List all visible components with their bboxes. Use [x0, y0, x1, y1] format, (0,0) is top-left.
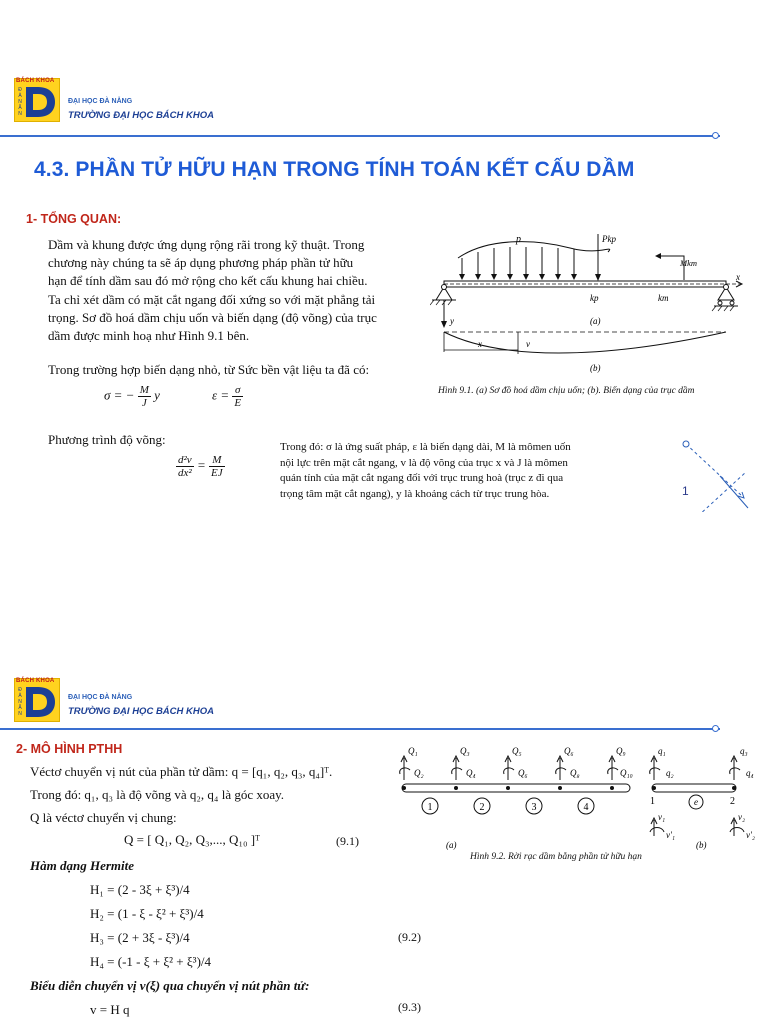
label-Pkp: Pkp [602, 234, 616, 244]
small-strain-line: Trong trường hợp biến dạng nhỏ, từ Sức bền vật liệu ta đã có: [48, 362, 370, 377]
label-Q4: Q₄ [466, 768, 476, 778]
label-Q2: Q₂ [414, 768, 424, 778]
hermite-H4: H₄ = (-1 - ξ + ξ² + ξ³)/4 [90, 954, 212, 969]
v-equals-Hq: v = H q [90, 1002, 130, 1017]
decorative-number: 1 [682, 484, 689, 498]
global-vector-line: Q là véctơ chuyển vị chung: [30, 810, 177, 825]
single-element [652, 784, 736, 792]
university-name: TRƯỜNG ĐẠI HỌC BÁCH KHOA [68, 110, 214, 121]
label-y: y [450, 316, 454, 326]
logo-letters: Đ À N Ẵ N [18, 87, 22, 117]
label-v: v [526, 339, 530, 349]
distributed-load-curve [458, 242, 610, 258]
label-q2: q₂ [666, 768, 674, 778]
paragraph-line: trọng. Sơ đồ hoá dầm chịu uốn và biến dạng (độ võng) của trục [48, 309, 377, 325]
element-2-label: 2 [479, 802, 485, 813]
label-q3: q₃ [740, 746, 748, 756]
logo-word: BÁCH KHOA [16, 678, 55, 684]
element-1-label: 1 [427, 802, 433, 813]
section-title-overview: 1- TỔNG QUAN: [26, 212, 122, 226]
logo-word: BÁCH KHOA [16, 78, 55, 84]
figure-9-1-caption: Hình 9.1. (a) Sơ đồ hoá dầm chịu uốn; (b). Biến dạng của trục dầm [438, 386, 695, 396]
slide-title: 4.3. PHẦN TỬ HỮU HẠN TRONG TÍNH TOÁN KẾT CẤU DẦM [34, 158, 635, 181]
distributed-load-arrows [462, 247, 574, 278]
paragraph-line: chương này chúng ta sẽ áp dụng phương pháp phần tử hữu [48, 255, 354, 271]
note-line: nội lực trên mặt cắt ngang, v là độ võng của trục x và J là mômen [280, 456, 568, 469]
header-divider [0, 135, 720, 137]
element-circles [422, 798, 594, 814]
header-divider [0, 728, 720, 730]
displacement-vector-line: Véctơ chuyển vị nút của phần tử dầm: q = [q₁, q₂, q₃, q₄]ᵀ. [30, 764, 333, 779]
element-3-label: 3 [531, 802, 537, 813]
note-line: quán tính của mặt cắt ngang đối với trục trung hoà (trục z đi qua [280, 472, 564, 484]
paragraph-line: Ta chỉ xét dầm có mặt cắt ngang đối xứng so với mặt phẳng tải [48, 291, 376, 307]
paragraph-line: Dầm và khung được ứng dụng rộng rãi trong kỹ thuật. Trong [48, 237, 365, 252]
figure-9-2-discretization [396, 740, 768, 862]
deflection-equation-label: Phương trình độ võng: [48, 432, 166, 447]
equation-number-9-1: (9.1) [336, 834, 359, 848]
label-km: km [658, 293, 669, 303]
equation-number-9-2: (9.2) [398, 930, 421, 944]
label-x: x [736, 272, 740, 282]
label-v1: v₁ [658, 812, 666, 822]
node-dof-arrows [400, 756, 618, 780]
university-logo [14, 678, 60, 722]
left-support [430, 285, 456, 306]
header-divider-dot [712, 725, 719, 732]
university-logo [14, 78, 60, 122]
label-q4: q₄ [746, 768, 754, 778]
representation-heading: Biểu diễn chuyển vị v(ξ) qua chuyển vị nút phần tử: [30, 978, 310, 993]
right-support [712, 285, 738, 312]
label-Q5: Q₅ [512, 746, 522, 756]
hermite-H1: H₁ = (2 - 3ξ + ξ³)/4 [90, 882, 190, 897]
note-line: Trong đó: σ là ứng suất pháp, ε là biến dạng dài, M là mômen uốn [280, 441, 571, 453]
element-4-label: 4 [583, 802, 589, 813]
symbol-explanation [280, 440, 658, 502]
label-q1: q₁ [658, 746, 666, 756]
hermite-H2: H₂ = (1 - ξ - ξ² + ξ³)/4 [90, 906, 204, 921]
paragraph-line: hạn để tính dầm sau đó mở rộng cho kết cấu khung hai chiều. [48, 273, 368, 289]
discretized-beam [402, 784, 630, 792]
deflection-formula: $\frac{\text{d²v}}{\text{dx²}}$ = $\frac{M}{EJ}$ [178, 454, 223, 479]
label-Q1: Q₁ [408, 746, 418, 756]
paragraph-line: dầm được minh hoạ như Hình 9.1 bên. [48, 328, 250, 344]
university-parent-name: ĐẠI HỌC ĐÀ NẴNG [68, 98, 133, 105]
label-v2: v₂ [738, 812, 746, 822]
figure-label-a: (a) [446, 840, 457, 850]
node-1-label: 1 [650, 796, 655, 807]
where-line: Trong đó: q₁, q₃ là độ võng và q₂, q₄ là góc xoay. [30, 787, 285, 802]
stress-formula: σ = − $\frac{M}{J}$ y [104, 384, 160, 409]
label-a: (a) [590, 316, 601, 326]
hermite-H3: H₃ = (2 + 3ξ - ξ³)/4 [90, 930, 190, 945]
global-vector-definition: Q = [ Q₁, Q₂, Q₃,..., Q₁₀ ]ᵀ [124, 832, 260, 847]
strain-formula: ε = $\frac{\sigma}{E}$ [212, 384, 242, 409]
label-Mkm: Mkm [680, 258, 697, 268]
figure-9-2-caption: Hình 9.2. Rời rạc dầm bằng phần tử hữu hạn [470, 852, 642, 862]
university-parent-name: ĐẠI HỌC ĐÀ NẴNG [68, 694, 133, 701]
label-v2-prime: v'₂ [746, 830, 756, 840]
header-divider-dot [712, 132, 719, 139]
note-line: trọng tâm mặt cắt ngang), y là khoảng cách từ trục trung hòa. [280, 487, 550, 500]
figure-label-b: (b) [696, 840, 707, 850]
decorative-arrows-icon [680, 436, 760, 512]
node-2-label: 2 [730, 796, 735, 807]
label-p: p [516, 234, 521, 245]
label-b: (b) [590, 363, 601, 373]
label-v1-prime: v'₁ [666, 830, 676, 840]
slide-2 [0, 512, 768, 1024]
section-title-fem-model: 2- MÔ HÌNH PTHH [16, 742, 123, 756]
label-Q10: Q₁₀ [620, 768, 633, 778]
element-e-label: e [694, 797, 698, 807]
label-Q3: Q₃ [460, 746, 470, 756]
hermite-heading: Hàm dạng Hermite [30, 858, 134, 873]
label-Q6: Q₆ [564, 746, 574, 756]
equation-number-9-3: (9.3) [398, 1000, 421, 1014]
label-Q6-bottom: Q₆ [518, 768, 528, 778]
university-name: TRƯỜNG ĐẠI HỌC BÁCH KHOA [68, 706, 214, 717]
logo-d-icon [24, 85, 56, 119]
distributed-load-arrowheads [459, 274, 577, 280]
label-kp: kp [590, 293, 599, 303]
logo-d-icon [24, 685, 56, 719]
figure-9-1-beam-diagram [430, 228, 750, 376]
overview-paragraph [48, 236, 413, 345]
label-x-distance: x [478, 339, 482, 349]
label-Q9: Q₉ [616, 746, 626, 756]
label-Q8: Q₈ [570, 768, 580, 778]
logo-letters: Đ À N Ẵ N [18, 687, 22, 717]
